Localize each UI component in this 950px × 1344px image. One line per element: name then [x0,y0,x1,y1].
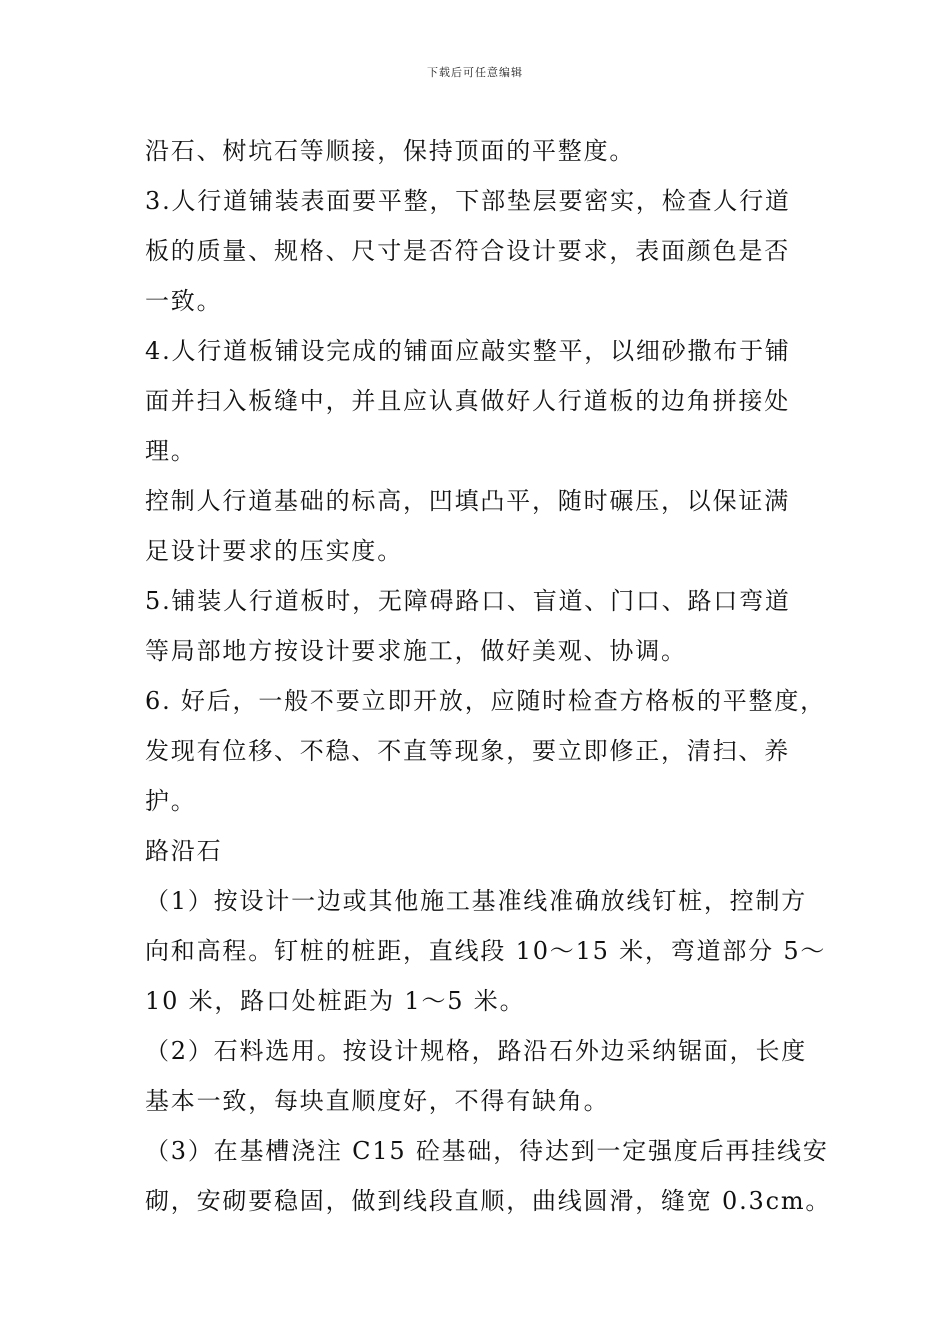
text-line: 一致。 [145,287,223,315]
text-line: 沿石、树坑石等顺接，保持顶面的平整度。 [145,137,636,165]
text-line: （1）按设计一边或其他施工基准线准确放线钉桩，控制方 [145,887,808,915]
text-line: （3）在基槽浇注 C15 砼基础，待达到一定强度后再挂线安 [145,1137,829,1165]
section-heading: 路沿石 [145,837,223,865]
text-line: 理。 [145,437,197,465]
page-header: 下载后可任意编辑 [427,66,523,79]
text-line: 发现有位移、不稳、不直等现象，要立即修正，清扫、养 [145,737,790,765]
text-line: 基本一致，每块直顺度好，不得有缺角。 [145,1087,610,1115]
text-line: 等局部地方按设计要求施工，做好美观、协调。 [145,637,687,665]
text-line: 5.铺装人行道板时，无障碍路口、盲道、门口、路口弯道 [145,587,791,615]
text-line: 6. 好后，一般不要立即开放，应随时检查方格板的平整度， [145,687,826,715]
text-line: 控制人行道基础的标高，凹填凸平，随时碾压，以保证满 [145,487,790,515]
text-line: 向和高程。钉桩的桩距，直线段 10～15 米，弯道部分 5～ [145,937,827,965]
text-line: 4.人行道板铺设完成的铺面应敲实整平，以细砂撒布于铺 [145,337,791,365]
text-line: （2）石料选用。按设计规格，路沿石外边采纳锯面，长度 [145,1037,808,1065]
document-body [145,126,832,1226]
text-line: 足设计要求的压实度。 [145,537,403,565]
text-line: 砌，安砌要稳固，做到线段直顺，曲线圆滑，缝宽 0.3cm。 [145,1187,832,1215]
text-line: 板的质量、规格、尺寸是否符合设计要求，表面颜色是否 [145,237,790,265]
text-line: 护。 [145,787,197,815]
text-line: 3.人行道铺装表面要平整，下部垫层要密实，检查人行道 [145,187,791,215]
text-line: 面并扫入板缝中，并且应认真做好人行道板的边角拼接处 [145,387,790,415]
text-line: 10 米，路口处桩距为 1～5 米。 [145,987,526,1015]
